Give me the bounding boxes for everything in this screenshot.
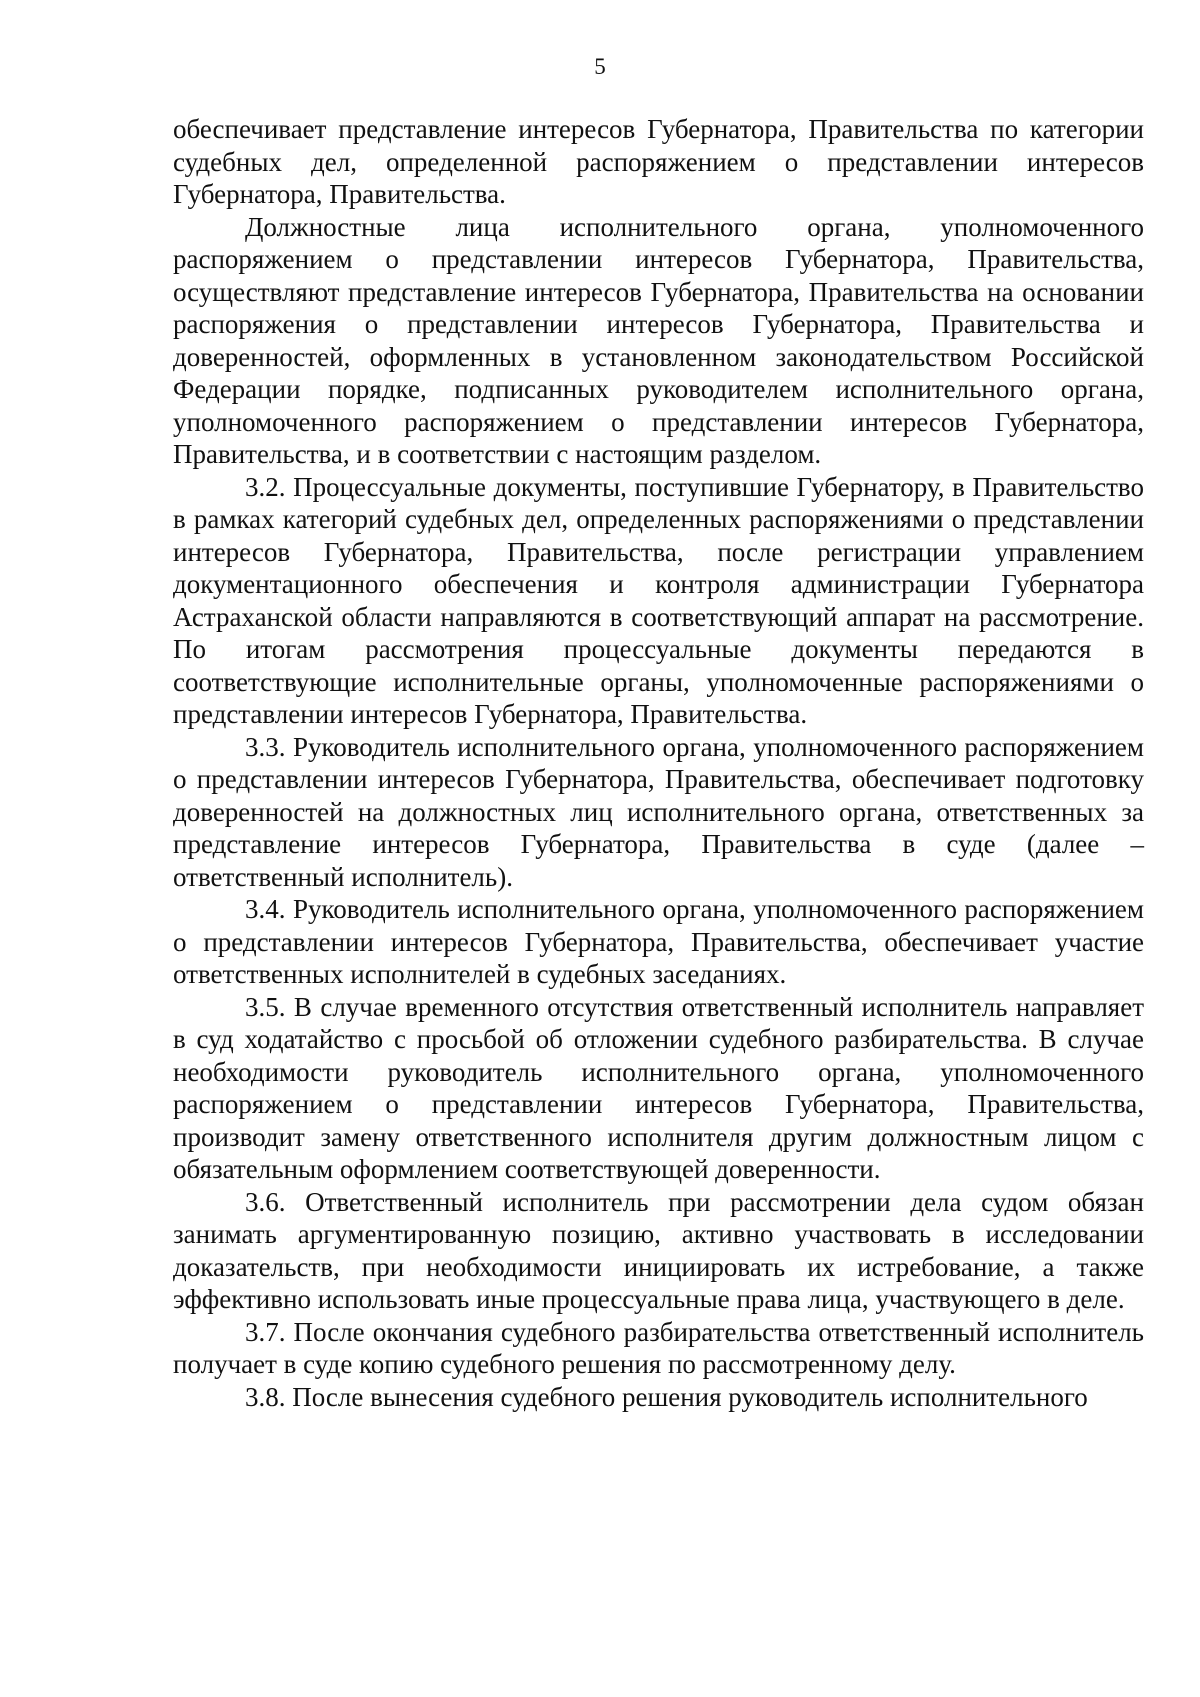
paragraph-continuation: обеспечивает представление интересов Губернатора, Правительства по категории судебных дел, определенной распоряжением о представлении интересов Губернатора, Правительства. xyxy=(173,114,1144,209)
paragraph-3-8: 3.8. После вынесения судебного решения руководитель исполнительного xyxy=(245,1381,1088,1412)
paragraph-3-2: 3.2. Процессуальные документы, поступившие Губернатору, в Правительство в рамках категорий судебных дел, определенных распоряжениями о представлении интересов Губернатора, Правительства, после регистрации управлением документационного обеспечения и контроля администрации Губернатора Астраханской области направляются в соответствующий аппарат на рассмотрение. По итогам рассмотрения процессуальные документы передаются в соответствующие исполнительные органы, уполномоченные распоряжениями о представлении интересов Губернатора, Правительства. xyxy=(173,471,1144,729)
paragraph-3-4: 3.4. Руководитель исполнительного органа, уполномоченного распоряжением о представлении интересов Губернатора, Правительства, обеспечивает участие ответственных исполнителей в судебных заседаниях. xyxy=(173,894,1144,989)
paragraph-3-5: 3.5. В случае временного отсутствия ответственный исполнитель направляет в суд ходатайство с просьбой об отложении судебного разбирательства. В случае необходимости руководитель исполнительного органа, уполномоченного распоряжением о представлении интересов Губернатора, Правительства, производит замену ответственного исполнителя другим должностным лицом с обязательным оформлением соответствующей доверенности. xyxy=(173,991,1144,1184)
paragraph-3-7: 3.7. После окончания судебного разбирательства ответственный исполнитель получает в суде копию судебного решения по рассмотренному делу. xyxy=(173,1316,1144,1379)
paragraph-3-6: 3.6. Ответственный исполнитель при рассмотрении дела судом обязан занимать аргументированную позицию, активно участвовать в исследовании доказательств, при необходимости инициировать их истребование, а также эффективно использовать иные процессуальные права лица, участвующего в деле. xyxy=(173,1186,1144,1314)
document-body xyxy=(173,113,1144,1413)
paragraph-3-3: 3.3. Руководитель исполнительного органа, уполномоченного распоряжением о представлении интересов Губернатора, Правительства, обеспечивает подготовку доверенностей на должностных лиц исполнительного органа, ответственных за представление интересов Губернатора, Правительства в суде (далее – ответственный исполнитель). xyxy=(173,731,1144,892)
paragraph-officials: Должностные лица исполнительного органа, уполномоченного распоряжением о представлении интересов Губернатора, Правительства, осуществляют представление интересов Губернатора, Правительства на основании распоряжения о представлении интересов Губернатора, Правительства и доверенностей, оформленных в установленном законодательством Российской Федерации порядке, подписанных руководителем исполнительного органа, уполномоченного распоряжением о представлении интересов Губернатора, Правительства, и в соответствии с настоящим разделом. xyxy=(173,211,1144,469)
page-number: 5 xyxy=(594,54,606,79)
